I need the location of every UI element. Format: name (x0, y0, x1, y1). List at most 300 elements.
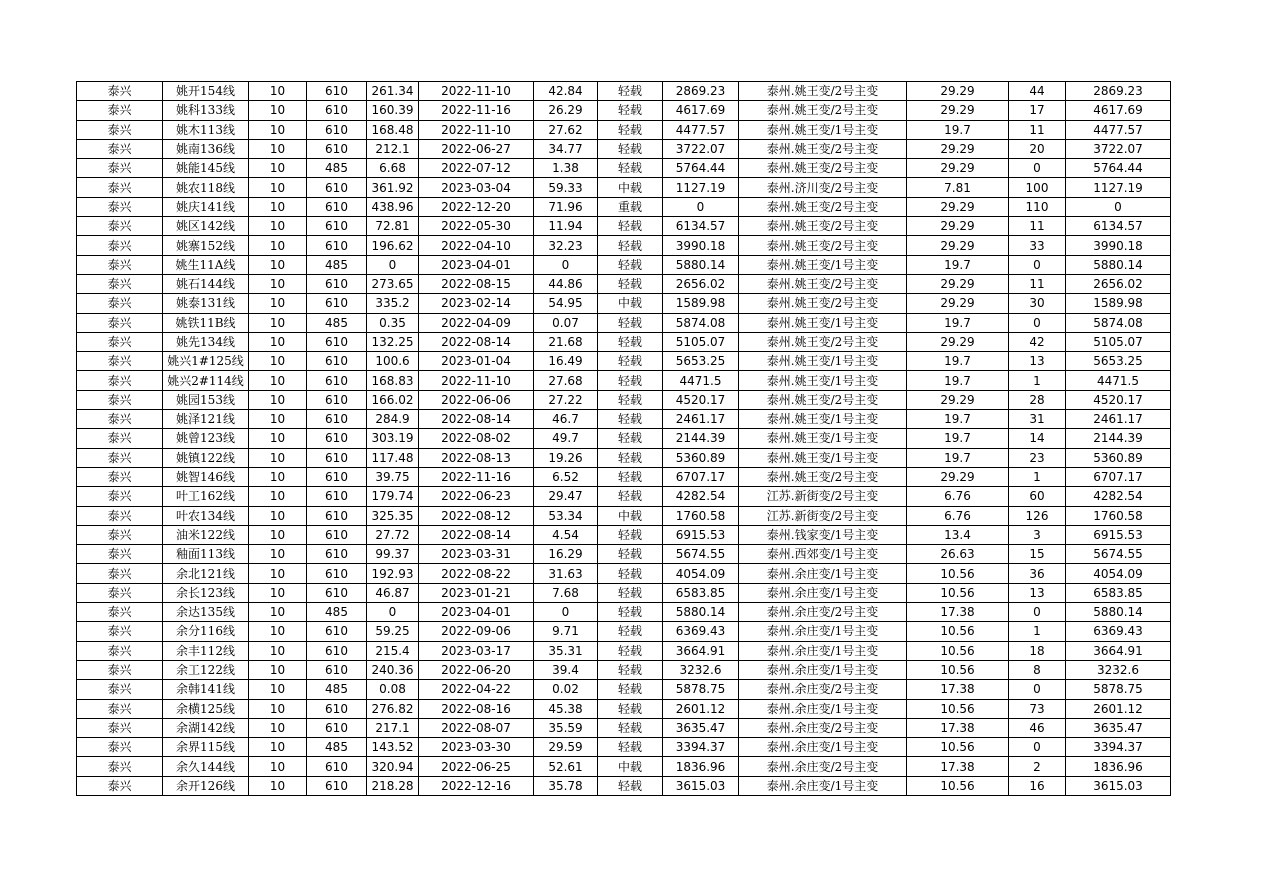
load-rate-cell: 27.22 (534, 390, 598, 409)
transformer-load-cell: 26.63 (907, 545, 1009, 564)
load-rate-cell: 71.96 (534, 197, 598, 216)
date-cell: 2022-08-14 (419, 410, 534, 429)
line-name-cell: 姚镇122线 (163, 448, 249, 467)
transformer-load-cell: 19.7 (907, 313, 1009, 332)
transformer-cell: 泰州.姚王变/2号主变 (739, 159, 907, 178)
margin-cell: 5653.25 (1066, 352, 1171, 371)
count-cell: 1 (1009, 371, 1066, 390)
voltage-cell: 10 (249, 525, 307, 544)
transformer-cell: 江苏.新街变/2号主变 (739, 506, 907, 525)
available-capacity-cell: 5880.14 (663, 255, 739, 274)
capacity-cell: 610 (307, 448, 367, 467)
transformer-load-cell: 29.29 (907, 274, 1009, 293)
line-name-cell: 姚能145线 (163, 159, 249, 178)
margin-cell: 3615.03 (1066, 776, 1171, 795)
load-rate-cell: 7.68 (534, 583, 598, 602)
voltage-cell: 10 (249, 564, 307, 583)
county-cell: 泰兴 (77, 313, 163, 332)
available-capacity-cell: 2144.39 (663, 429, 739, 448)
feeder-load-table (76, 81, 1171, 796)
transformer-cell: 泰州.余庄变/1号主变 (739, 622, 907, 641)
load-status-cell: 中载 (598, 294, 663, 313)
transformer-load-cell: 19.7 (907, 120, 1009, 139)
count-cell: 11 (1009, 274, 1066, 293)
load-rate-cell: 35.59 (534, 718, 598, 737)
count-cell: 15 (1009, 545, 1066, 564)
load-cell: 179.74 (367, 487, 419, 506)
county-cell: 泰兴 (77, 545, 163, 564)
count-cell: 20 (1009, 139, 1066, 158)
date-cell: 2022-08-14 (419, 332, 534, 351)
county-cell: 泰兴 (77, 641, 163, 660)
load-status-cell: 轻载 (598, 429, 663, 448)
load-rate-cell: 27.68 (534, 371, 598, 390)
load-status-cell: 轻载 (598, 641, 663, 660)
load-rate-cell: 1.38 (534, 159, 598, 178)
margin-cell: 3394.37 (1066, 738, 1171, 757)
line-name-cell: 姚兴2#114线 (163, 371, 249, 390)
capacity-cell: 610 (307, 332, 367, 351)
load-cell: 0 (367, 603, 419, 622)
date-cell: 2023-03-30 (419, 738, 534, 757)
county-cell: 泰兴 (77, 255, 163, 274)
table-row (77, 429, 1171, 448)
county-cell: 泰兴 (77, 622, 163, 641)
capacity-cell: 610 (307, 410, 367, 429)
county-cell: 泰兴 (77, 332, 163, 351)
line-name-cell: 姚兴1#125线 (163, 352, 249, 371)
load-rate-cell: 16.29 (534, 545, 598, 564)
load-status-cell: 轻载 (598, 101, 663, 120)
capacity-cell: 610 (307, 82, 367, 101)
transformer-load-cell: 6.76 (907, 487, 1009, 506)
date-cell: 2022-08-13 (419, 448, 534, 467)
capacity-cell: 610 (307, 217, 367, 236)
load-status-cell: 轻载 (598, 467, 663, 486)
line-name-cell: 姚庆141线 (163, 197, 249, 216)
available-capacity-cell: 4520.17 (663, 390, 739, 409)
count-cell: 0 (1009, 680, 1066, 699)
transformer-load-cell: 29.29 (907, 390, 1009, 409)
line-name-cell: 余久144线 (163, 757, 249, 776)
load-rate-cell: 19.26 (534, 448, 598, 467)
available-capacity-cell: 3232.6 (663, 660, 739, 679)
voltage-cell: 10 (249, 294, 307, 313)
transformer-load-cell: 19.7 (907, 410, 1009, 429)
voltage-cell: 10 (249, 757, 307, 776)
line-name-cell: 姚开154线 (163, 82, 249, 101)
table-row (77, 120, 1171, 139)
load-status-cell: 轻载 (598, 255, 663, 274)
load-cell: 212.1 (367, 139, 419, 158)
count-cell: 8 (1009, 660, 1066, 679)
available-capacity-cell: 4471.5 (663, 371, 739, 390)
voltage-cell: 10 (249, 352, 307, 371)
transformer-cell: 泰州.姚王变/2号主变 (739, 332, 907, 351)
margin-cell: 5764.44 (1066, 159, 1171, 178)
date-cell: 2022-06-23 (419, 487, 534, 506)
line-name-cell: 姚铁11B线 (163, 313, 249, 332)
transformer-load-cell: 17.38 (907, 680, 1009, 699)
transformer-cell: 泰州.姚王变/2号主变 (739, 467, 907, 486)
table-row (77, 217, 1171, 236)
capacity-cell: 610 (307, 622, 367, 641)
transformer-load-cell: 10.56 (907, 583, 1009, 602)
load-cell: 0.08 (367, 680, 419, 699)
table-row (77, 390, 1171, 409)
count-cell: 36 (1009, 564, 1066, 583)
load-rate-cell: 35.78 (534, 776, 598, 795)
available-capacity-cell: 2869.23 (663, 82, 739, 101)
capacity-cell: 610 (307, 583, 367, 602)
voltage-cell: 10 (249, 390, 307, 409)
county-cell: 泰兴 (77, 139, 163, 158)
table-row (77, 332, 1171, 351)
line-name-cell: 姚科133线 (163, 101, 249, 120)
county-cell: 泰兴 (77, 525, 163, 544)
voltage-cell: 10 (249, 467, 307, 486)
load-status-cell: 轻载 (598, 139, 663, 158)
load-rate-cell: 46.7 (534, 410, 598, 429)
voltage-cell: 10 (249, 641, 307, 660)
load-rate-cell: 9.71 (534, 622, 598, 641)
available-capacity-cell: 5653.25 (663, 352, 739, 371)
transformer-cell: 泰州.姚王变/1号主变 (739, 429, 907, 448)
county-cell: 泰兴 (77, 82, 163, 101)
load-status-cell: 轻载 (598, 390, 663, 409)
load-rate-cell: 42.84 (534, 82, 598, 101)
load-rate-cell: 11.94 (534, 217, 598, 236)
margin-cell: 2656.02 (1066, 274, 1171, 293)
transformer-load-cell: 13.4 (907, 525, 1009, 544)
county-cell: 泰兴 (77, 217, 163, 236)
load-cell: 325.35 (367, 506, 419, 525)
load-rate-cell: 31.63 (534, 564, 598, 583)
load-cell: 168.48 (367, 120, 419, 139)
date-cell: 2022-11-10 (419, 82, 534, 101)
line-name-cell: 姚农118线 (163, 178, 249, 197)
date-cell: 2022-12-16 (419, 776, 534, 795)
line-name-cell: 姚寨152线 (163, 236, 249, 255)
date-cell: 2022-11-16 (419, 467, 534, 486)
table-row (77, 545, 1171, 564)
transformer-cell: 泰州.姚王变/1号主变 (739, 448, 907, 467)
voltage-cell: 10 (249, 255, 307, 274)
voltage-cell: 10 (249, 332, 307, 351)
capacity-cell: 610 (307, 352, 367, 371)
capacity-cell: 610 (307, 101, 367, 120)
count-cell: 13 (1009, 352, 1066, 371)
load-cell: 59.25 (367, 622, 419, 641)
date-cell: 2023-03-31 (419, 545, 534, 564)
margin-cell: 1760.58 (1066, 506, 1171, 525)
count-cell: 0 (1009, 313, 1066, 332)
load-rate-cell: 49.7 (534, 429, 598, 448)
date-cell: 2023-03-17 (419, 641, 534, 660)
line-name-cell: 姚泰131线 (163, 294, 249, 313)
capacity-cell: 610 (307, 525, 367, 544)
load-rate-cell: 0.02 (534, 680, 598, 699)
table-row (77, 776, 1171, 795)
load-rate-cell: 39.4 (534, 660, 598, 679)
available-capacity-cell: 4617.69 (663, 101, 739, 120)
county-cell: 泰兴 (77, 448, 163, 467)
voltage-cell: 10 (249, 680, 307, 699)
load-rate-cell: 32.23 (534, 236, 598, 255)
transformer-cell: 泰州.余庄变/2号主变 (739, 680, 907, 699)
date-cell: 2022-11-10 (419, 120, 534, 139)
load-cell: 0.35 (367, 313, 419, 332)
load-status-cell: 轻载 (598, 718, 663, 737)
load-cell: 215.4 (367, 641, 419, 660)
voltage-cell: 10 (249, 583, 307, 602)
table-row (77, 603, 1171, 622)
transformer-cell: 泰州.姚王变/1号主变 (739, 120, 907, 139)
county-cell: 泰兴 (77, 101, 163, 120)
transformer-cell: 泰州.姚王变/2号主变 (739, 139, 907, 158)
load-cell: 166.02 (367, 390, 419, 409)
margin-cell: 5674.55 (1066, 545, 1171, 564)
table-row (77, 178, 1171, 197)
margin-cell: 1127.19 (1066, 178, 1171, 197)
margin-cell: 3635.47 (1066, 718, 1171, 737)
capacity-cell: 610 (307, 178, 367, 197)
load-cell: 273.65 (367, 274, 419, 293)
load-cell: 361.92 (367, 178, 419, 197)
margin-cell: 2144.39 (1066, 429, 1171, 448)
date-cell: 2022-07-12 (419, 159, 534, 178)
count-cell: 30 (1009, 294, 1066, 313)
transformer-cell: 泰州.姚王变/2号主变 (739, 294, 907, 313)
load-status-cell: 轻载 (598, 82, 663, 101)
load-status-cell: 轻载 (598, 217, 663, 236)
load-rate-cell: 59.33 (534, 178, 598, 197)
margin-cell: 1836.96 (1066, 757, 1171, 776)
available-capacity-cell: 3615.03 (663, 776, 739, 795)
load-status-cell: 轻载 (598, 603, 663, 622)
voltage-cell: 10 (249, 159, 307, 178)
transformer-load-cell: 19.7 (907, 352, 1009, 371)
available-capacity-cell: 5360.89 (663, 448, 739, 467)
transformer-load-cell: 10.56 (907, 641, 1009, 660)
load-status-cell: 轻载 (598, 680, 663, 699)
margin-cell: 4471.5 (1066, 371, 1171, 390)
load-rate-cell: 4.54 (534, 525, 598, 544)
count-cell: 0 (1009, 738, 1066, 757)
available-capacity-cell: 2656.02 (663, 274, 739, 293)
capacity-cell: 610 (307, 197, 367, 216)
load-cell: 335.2 (367, 294, 419, 313)
line-name-cell: 姚园153线 (163, 390, 249, 409)
transformer-cell: 泰州.余庄变/2号主变 (739, 718, 907, 737)
county-cell: 泰兴 (77, 487, 163, 506)
table-row (77, 274, 1171, 293)
available-capacity-cell: 3722.07 (663, 139, 739, 158)
transformer-cell: 泰州.余庄变/1号主变 (739, 660, 907, 679)
transformer-cell: 泰州.余庄变/2号主变 (739, 757, 907, 776)
load-status-cell: 轻载 (598, 371, 663, 390)
margin-cell: 6915.53 (1066, 525, 1171, 544)
table-row (77, 487, 1171, 506)
capacity-cell: 610 (307, 699, 367, 718)
load-rate-cell: 29.47 (534, 487, 598, 506)
line-name-cell: 姚区142线 (163, 217, 249, 236)
voltage-cell: 10 (249, 545, 307, 564)
margin-cell: 3232.6 (1066, 660, 1171, 679)
margin-cell: 4520.17 (1066, 390, 1171, 409)
available-capacity-cell: 1589.98 (663, 294, 739, 313)
available-capacity-cell: 1760.58 (663, 506, 739, 525)
date-cell: 2023-04-01 (419, 603, 534, 622)
count-cell: 31 (1009, 410, 1066, 429)
transformer-cell: 泰州.姚王变/2号主变 (739, 197, 907, 216)
voltage-cell: 10 (249, 738, 307, 757)
available-capacity-cell: 5874.08 (663, 313, 739, 332)
line-name-cell: 余开126线 (163, 776, 249, 795)
count-cell: 3 (1009, 525, 1066, 544)
line-name-cell: 余分116线 (163, 622, 249, 641)
transformer-load-cell: 19.7 (907, 429, 1009, 448)
date-cell: 2022-04-22 (419, 680, 534, 699)
load-status-cell: 轻载 (598, 487, 663, 506)
transformer-load-cell: 10.56 (907, 564, 1009, 583)
margin-cell: 5880.14 (1066, 603, 1171, 622)
line-name-cell: 余长123线 (163, 583, 249, 602)
capacity-cell: 610 (307, 776, 367, 795)
load-status-cell: 轻载 (598, 622, 663, 641)
load-status-cell: 轻载 (598, 583, 663, 602)
available-capacity-cell: 5674.55 (663, 545, 739, 564)
transformer-cell: 泰州.姚王变/2号主变 (739, 236, 907, 255)
transformer-load-cell: 19.7 (907, 255, 1009, 274)
load-rate-cell: 29.59 (534, 738, 598, 757)
date-cell: 2022-04-10 (419, 236, 534, 255)
transformer-cell: 泰州.西郊变/1号主变 (739, 545, 907, 564)
voltage-cell: 10 (249, 217, 307, 236)
line-name-cell: 余界115线 (163, 738, 249, 757)
county-cell: 泰兴 (77, 738, 163, 757)
county-cell: 泰兴 (77, 274, 163, 293)
load-cell: 196.62 (367, 236, 419, 255)
capacity-cell: 610 (307, 467, 367, 486)
date-cell: 2022-08-22 (419, 564, 534, 583)
county-cell: 泰兴 (77, 429, 163, 448)
transformer-cell: 泰州.姚王变/1号主变 (739, 410, 907, 429)
load-status-cell: 轻载 (598, 660, 663, 679)
transformer-cell: 泰州.姚王变/2号主变 (739, 82, 907, 101)
count-cell: 0 (1009, 603, 1066, 622)
voltage-cell: 10 (249, 448, 307, 467)
load-status-cell: 轻载 (598, 313, 663, 332)
line-name-cell: 叶工162线 (163, 487, 249, 506)
load-cell: 192.93 (367, 564, 419, 583)
count-cell: 1 (1009, 467, 1066, 486)
load-status-cell: 轻载 (598, 564, 663, 583)
table-row (77, 371, 1171, 390)
voltage-cell: 10 (249, 429, 307, 448)
capacity-cell: 610 (307, 390, 367, 409)
available-capacity-cell: 5878.75 (663, 680, 739, 699)
table-row (77, 506, 1171, 525)
capacity-cell: 610 (307, 294, 367, 313)
voltage-cell: 10 (249, 718, 307, 737)
load-status-cell: 轻载 (598, 236, 663, 255)
load-cell: 117.48 (367, 448, 419, 467)
margin-cell: 1589.98 (1066, 294, 1171, 313)
transformer-load-cell: 29.29 (907, 197, 1009, 216)
load-status-cell: 轻载 (598, 738, 663, 757)
margin-cell: 4617.69 (1066, 101, 1171, 120)
table-row (77, 236, 1171, 255)
load-status-cell: 中载 (598, 506, 663, 525)
voltage-cell: 10 (249, 506, 307, 525)
available-capacity-cell: 1127.19 (663, 178, 739, 197)
available-capacity-cell: 3394.37 (663, 738, 739, 757)
load-rate-cell: 44.86 (534, 274, 598, 293)
count-cell: 13 (1009, 583, 1066, 602)
table-row (77, 660, 1171, 679)
county-cell: 泰兴 (77, 603, 163, 622)
line-name-cell: 姚南136线 (163, 139, 249, 158)
transformer-load-cell: 29.29 (907, 101, 1009, 120)
load-rate-cell: 0 (534, 603, 598, 622)
date-cell: 2022-06-20 (419, 660, 534, 679)
margin-cell: 5880.14 (1066, 255, 1171, 274)
load-cell: 132.25 (367, 332, 419, 351)
load-rate-cell: 0 (534, 255, 598, 274)
available-capacity-cell: 3990.18 (663, 236, 739, 255)
voltage-cell: 10 (249, 197, 307, 216)
count-cell: 14 (1009, 429, 1066, 448)
transformer-load-cell: 10.56 (907, 699, 1009, 718)
count-cell: 44 (1009, 82, 1066, 101)
county-cell: 泰兴 (77, 718, 163, 737)
capacity-cell: 610 (307, 564, 367, 583)
capacity-cell: 485 (307, 738, 367, 757)
table-row (77, 699, 1171, 718)
table-row (77, 680, 1171, 699)
capacity-cell: 610 (307, 236, 367, 255)
count-cell: 2 (1009, 757, 1066, 776)
voltage-cell: 10 (249, 101, 307, 120)
load-rate-cell: 0.07 (534, 313, 598, 332)
available-capacity-cell: 6583.85 (663, 583, 739, 602)
load-rate-cell: 27.62 (534, 120, 598, 139)
load-cell: 168.83 (367, 371, 419, 390)
available-capacity-cell: 6134.57 (663, 217, 739, 236)
transformer-cell: 泰州.姚王变/1号主变 (739, 313, 907, 332)
available-capacity-cell: 2601.12 (663, 699, 739, 718)
table-row (77, 467, 1171, 486)
table-row (77, 101, 1171, 120)
line-name-cell: 姚泽121线 (163, 410, 249, 429)
county-cell: 泰兴 (77, 120, 163, 139)
load-status-cell: 轻载 (598, 274, 663, 293)
available-capacity-cell: 6369.43 (663, 622, 739, 641)
load-cell: 320.94 (367, 757, 419, 776)
load-status-cell: 轻载 (598, 545, 663, 564)
capacity-cell: 610 (307, 139, 367, 158)
date-cell: 2023-01-21 (419, 583, 534, 602)
date-cell: 2022-09-06 (419, 622, 534, 641)
transformer-cell: 泰州.姚王变/2号主变 (739, 390, 907, 409)
capacity-cell: 485 (307, 680, 367, 699)
line-name-cell: 姚生11A线 (163, 255, 249, 274)
transformer-load-cell: 7.81 (907, 178, 1009, 197)
capacity-cell: 610 (307, 274, 367, 293)
voltage-cell: 10 (249, 603, 307, 622)
count-cell: 0 (1009, 255, 1066, 274)
